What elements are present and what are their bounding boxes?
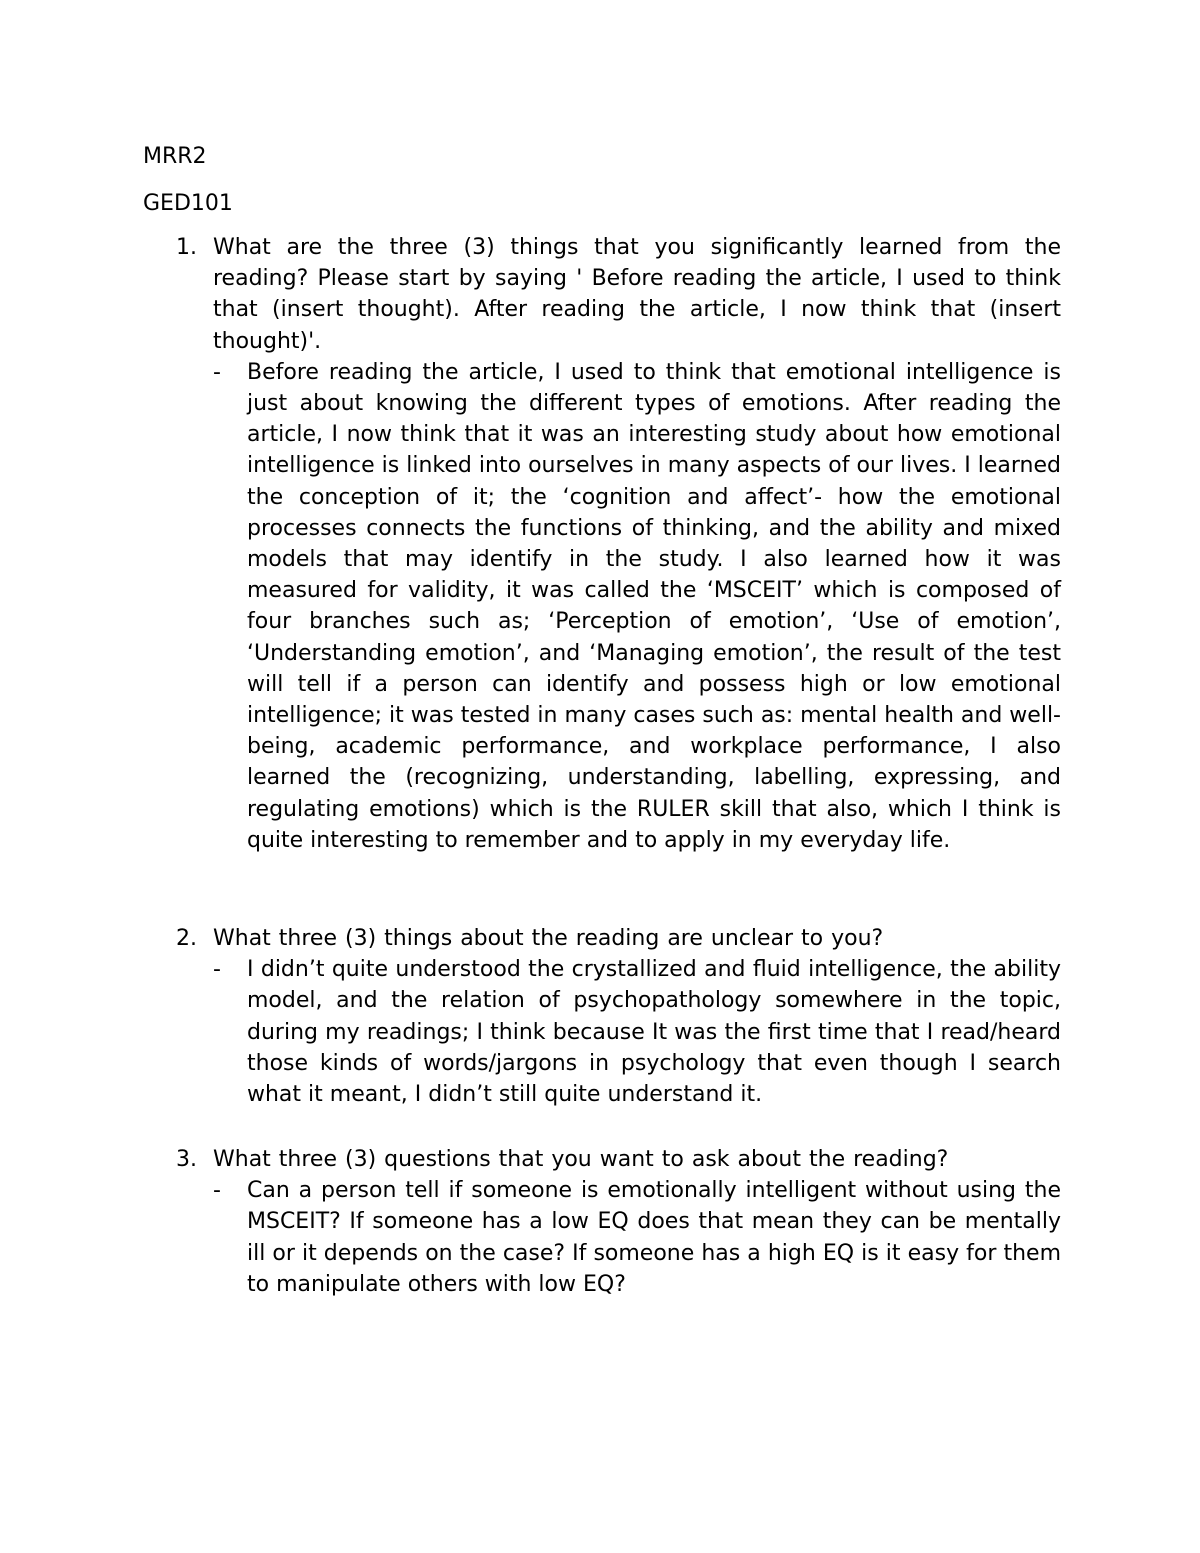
question-prompt: What are the three (3) things that you significantly learned from the reading? Please start by saying ' Before reading the article, I used to think that (insert thought). After reading the article, I now think that (insert thought)'. xyxy=(213,235,1061,354)
answer-text: Can a person tell if someone is emotionally intelligent without using the MSCEIT? If someone has a low EQ does that mean they can be mentally ill or it depends on the case? If someone has a high EQ is it easy for them to manipulate others with low EQ? xyxy=(247,1178,1061,1297)
question-prompt: What three (3) things about the reading are unclear to you? xyxy=(213,926,884,951)
question-3 xyxy=(143,1144,1061,1300)
question-prompt: What three (3) questions that you want to ask about the reading? xyxy=(213,1147,949,1172)
answer-text: I didn’t quite understood the crystallized and fluid intelligence, the ability model, and the relation of psychopathology somewhere in the topic, during my readings; I think because It was the first time that I read/heard those kinds of words/jargons in psychology that even though I search what it meant, I didn’t still quite understand it. xyxy=(247,957,1061,1108)
course-code: GED101 xyxy=(143,191,233,216)
question-number: 3. xyxy=(176,1147,197,1172)
question-2 xyxy=(143,923,1061,1110)
bullet-dash: - xyxy=(213,1178,221,1204)
answer-item xyxy=(213,357,1061,856)
bullet-dash: - xyxy=(213,359,221,385)
answer-text: Before reading the article, I used to think that emotional intelligence is just about knowing the different types of emotions. After reading the article, I now think that it was an interesting study about how emotional intelligence is linked into ourselves in many aspects of our lives. I learned the conception of it; the ‘cognition and affect’- how the emotional processes connects the functions of thinking, and the ability and mixed models that may identify in the study. I also learned how it was measured for validity, it was called the ‘MSCEIT’ which is composed of four branches such as; ‘Perception of emotion’, ‘Use of emotion’, ‘Understanding emotion’, and ‘Managing emotion’, the result of the test will tell if a person can identify and possess high or low emotional intelligence; it was tested in many cases such as: mental health and well-being, academic performance, and workplace performance, I also learned the (recognizing, understanding, labelling, expressing, and regulating emotions) which is the RULER skill that also, which I think is quite interesting to remember and to apply in my everyday life. xyxy=(247,359,1061,853)
answer-item xyxy=(213,1175,1061,1300)
bullet-dash: - xyxy=(213,957,221,983)
document-code: MRR2 xyxy=(143,144,207,169)
question-1 xyxy=(143,232,1061,856)
answer-item xyxy=(213,954,1061,1110)
question-number: 2. xyxy=(176,926,197,951)
question-number: 1. xyxy=(176,235,197,260)
